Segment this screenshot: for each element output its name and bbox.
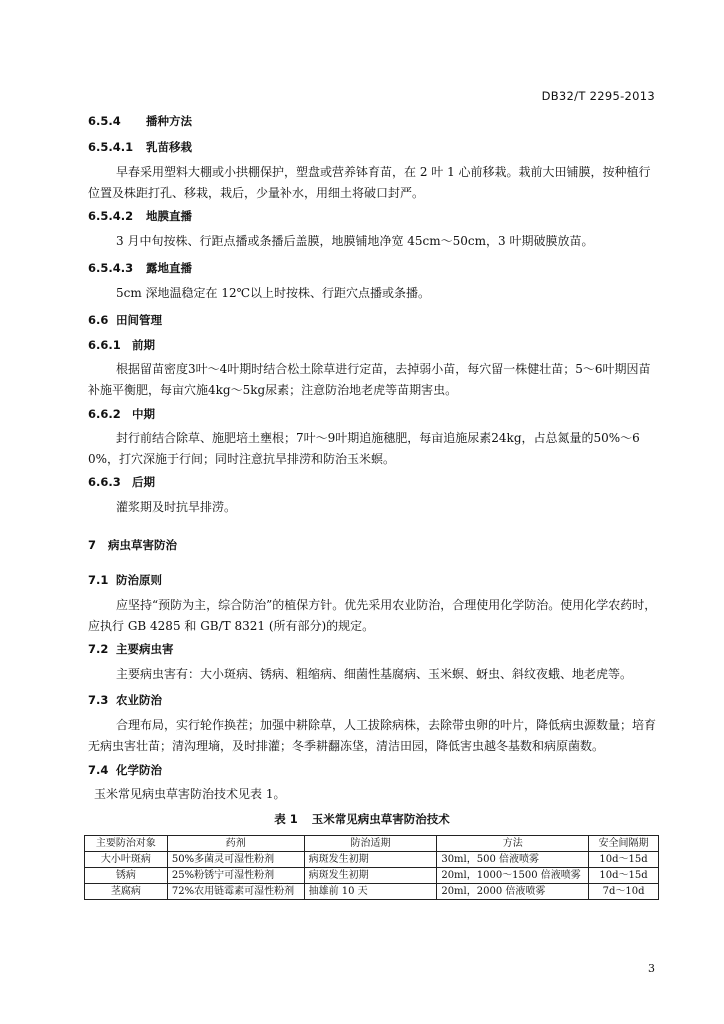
table-header-cell: 方法 xyxy=(437,836,589,852)
table-cell: 10d～15d xyxy=(589,868,659,884)
table-cell: 50%多菌灵可湿性粉剂 xyxy=(167,852,304,868)
table-header-cell: 安全间隔期 xyxy=(589,836,659,852)
table-cell: 病斑发生初期 xyxy=(304,868,437,884)
table-cell: 20ml，2000 倍液喷雾 xyxy=(437,884,589,900)
table-cell: 30ml，500 倍液喷雾 xyxy=(437,852,589,868)
heading-7-4: 7.4 化学防治 xyxy=(88,763,162,777)
heading-6-6-1: 6.6.1 前期 xyxy=(88,338,155,352)
paragraph-6-6-3: 灌浆期及时抗旱排涝。 xyxy=(116,500,237,514)
pest-control-table xyxy=(84,835,659,900)
table-header-cell: 防治适期 xyxy=(304,836,437,852)
heading-6-5-4-3: 6.5.4.3 露地直播 xyxy=(88,261,192,275)
heading-7-1: 7.1 防治原则 xyxy=(88,573,162,587)
heading-6-6-3: 6.6.3 后期 xyxy=(88,475,155,489)
table-row xyxy=(85,852,659,868)
heading-7-3: 7.3 农业防治 xyxy=(88,693,162,707)
paragraph-6-5-4-1: 早春采用塑料大棚或小拱棚保护，塑盘或营养钵育苗，在 2 叶 1 心前移栽。栽前大田铺膜，按种植行位置及株距打孔、移栽，栽后，少量补水，用细土将破口封严。 xyxy=(88,165,651,200)
heading-7-2: 7.2 主要病虫害 xyxy=(88,642,174,656)
paragraph-7-4: 玉米常见病虫草害防治技术见表 1。 xyxy=(94,787,286,801)
table-caption: 表 1 玉米常见病虫草害防治技术 xyxy=(274,812,450,826)
page-number: 3 xyxy=(648,962,655,975)
table-header-row xyxy=(85,836,659,852)
standard-number: DB32/T 2295-2013 xyxy=(541,89,655,103)
table-cell: 大小叶斑病 xyxy=(85,852,168,868)
heading-6-5-4: 6.5.4 播种方法 xyxy=(88,114,192,128)
paragraph-6-6-1: 根据留苗密度3叶～4叶期时结合松土除草进行定苗，去掉弱小苗，每穴留一株健壮苗；5～6叶期因苗补施平衡肥，每亩穴施4kg～5kg尿素；注意防治地老虎等苗期害虫。 xyxy=(88,362,651,397)
paragraph-6-5-4-2: 3 月中旬按株、行距点播或条播后盖膜，地膜铺地净宽 45cm～50cm，3 叶期破膜放苗。 xyxy=(116,234,594,248)
table-cell: 10d～15d xyxy=(589,852,659,868)
table-header-cell: 药剂 xyxy=(167,836,304,852)
heading-6-6-2: 6.6.2 中期 xyxy=(88,407,155,421)
table-cell: 20ml，1000～1500 倍液喷雾 xyxy=(437,868,589,884)
paragraph-7-1: 应坚持“预防为主，综合防治”的植保方针。优先采用农业防治，合理使用化学防治。使用化学农药时，应执行 GB 4285 和 GB/T 8321 (所有部分)的规定。 xyxy=(88,598,657,633)
table-cell: 病斑发生初期 xyxy=(304,852,437,868)
heading-6-5-4-1: 6.5.4.1 乳苗移栽 xyxy=(88,140,192,154)
table-row xyxy=(85,868,659,884)
paragraph-6-6-2: 封行前结合除草、施肥培土壅根；7叶～9叶期追施穗肥，每亩追施尿素24kg，占总氮量的50%～60%，打穴深施于行间；同时注意抗旱排涝和防治玉米螟。 xyxy=(88,431,640,466)
table-header-cell: 主要防治对象 xyxy=(85,836,168,852)
table-cell: 茎腐病 xyxy=(85,884,168,900)
table-cell: 25%粉锈宁可湿性粉剂 xyxy=(167,868,304,884)
table-cell: 抽雄前 10 天 xyxy=(304,884,437,900)
paragraph-7-2: 主要病虫害有：大小斑病、锈病、粗缩病、细菌性基腐病、玉米螟、蚜虫、斜纹夜蛾、地老虎等。 xyxy=(116,667,633,681)
paragraph-7-3: 合理布局，实行轮作换茬；加强中耕除草，人工拔除病株，去除带虫卵的叶片，降低病虫源数量；培育无病虫害壮苗；清沟理墒，及时排灌；冬季耕翻冻垡，清洁田园，降低害虫越冬基数和病原菌数。 xyxy=(88,718,657,753)
table-cell: 7d～10d xyxy=(589,884,659,900)
heading-7: 7 病虫草害防治 xyxy=(88,538,177,552)
paragraph-6-5-4-3: 5cm 深地温稳定在 12℃以上时按株、行距穴点播或条播。 xyxy=(116,286,431,300)
table-cell: 72%农用链霉素可湿性粉剂 xyxy=(167,884,304,900)
table-cell: 锈病 xyxy=(85,868,168,884)
heading-6-6: 6.6 田间管理 xyxy=(88,313,162,327)
table-row xyxy=(85,884,659,900)
heading-6-5-4-2: 6.5.4.2 地膜直播 xyxy=(88,209,192,223)
